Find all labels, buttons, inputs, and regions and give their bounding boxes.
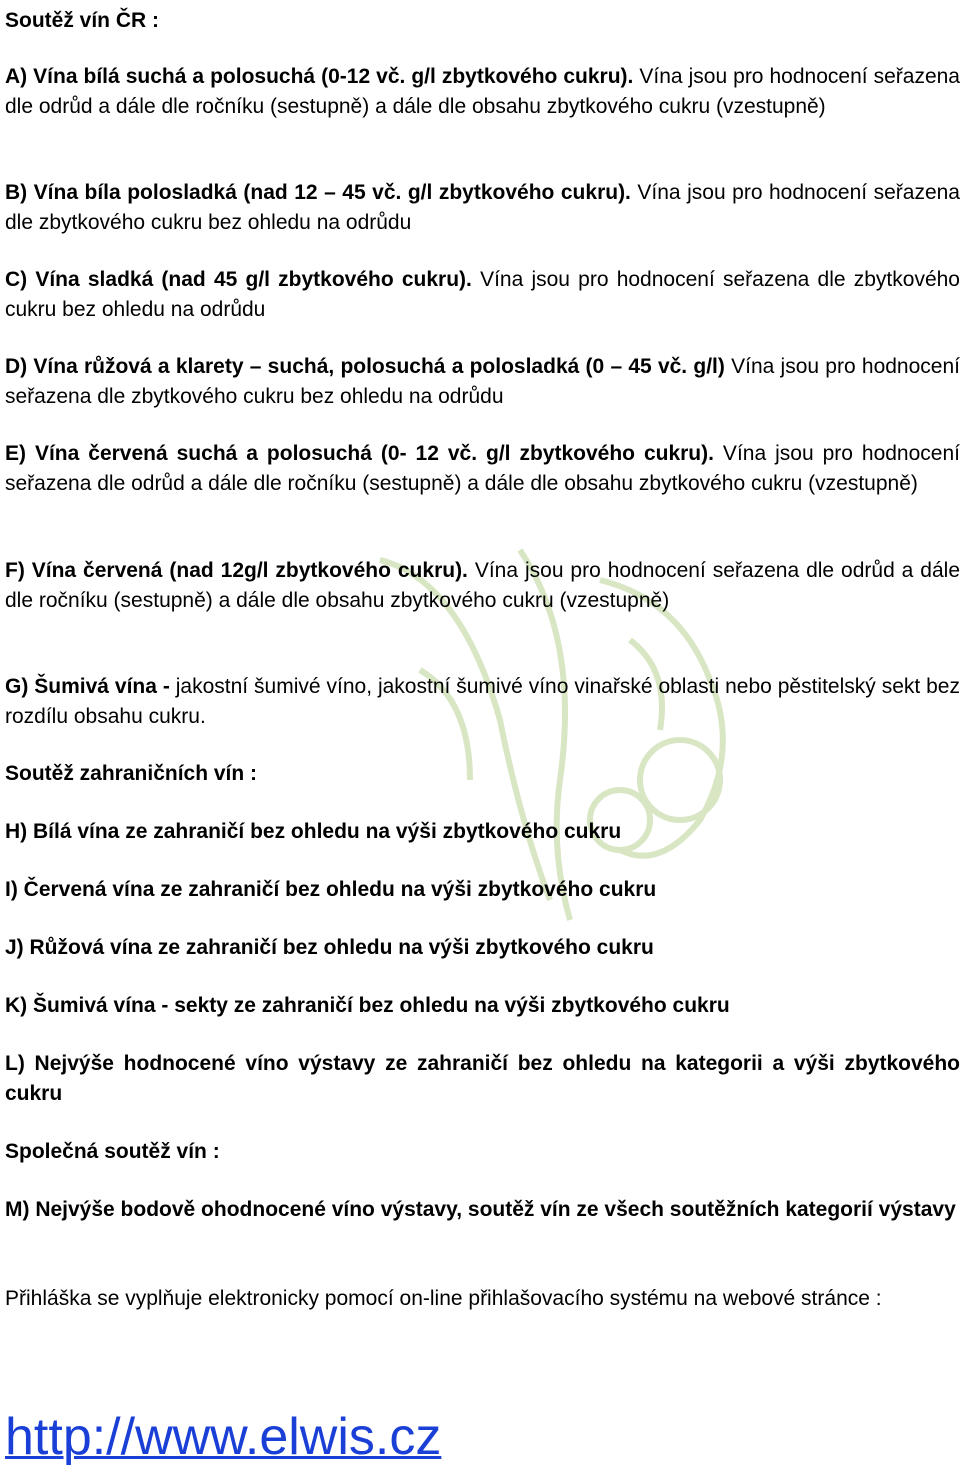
category-f-text: Vína jsou pro hodnocení seřazena dle odrůd a dále dle ročníku (sestupně) a dále dle obsahu zbytkového cukru (vzestupně) — [5, 559, 960, 612]
category-i: I) Červená vína ze zahraničí bez ohledu na výši zbytkového cukru — [5, 878, 657, 901]
section-title-foreign: Soutěž zahraničních vín : — [5, 762, 258, 785]
category-a-title: A) Vína bílá suchá a polosuchá (0-12 vč. g/l zbytkového cukru). — [5, 65, 634, 88]
category-d — [5, 352, 960, 412]
category-h: H) Bílá vína ze zahraničí bez ohledu na výši zbytkového cukru — [5, 820, 622, 843]
category-f — [5, 556, 960, 616]
category-e-text: Vína jsou pro hodnocení seřazena dle odrůd a dále dle ročníku (sestupně) a dále dle obsahu zbytkového cukru (vzestupně) — [5, 442, 960, 495]
category-d-title: D) Vína růžová a klarety – suchá, polosuchá a polosladká (0 – 45 vč. g/l) — [5, 355, 725, 378]
category-g-title: G) Šumivá vína - — [5, 675, 170, 698]
category-d-text: Vína jsou pro hodnocení seřazena dle zbytkového cukru bez ohledu na odrůdu — [5, 355, 960, 408]
category-c — [5, 265, 960, 325]
category-f-title: F) Vína červená (nad 12g/l zbytkového cukru). — [5, 559, 468, 582]
category-a — [5, 62, 960, 122]
category-j: J) Růžová vína ze zahraničí bez ohledu na výši zbytkového cukru — [5, 936, 654, 959]
category-c-text: Vína jsou pro hodnocení seřazena dle zbytkového cukru bez ohledu na odrůdu — [5, 268, 960, 321]
category-b — [5, 178, 960, 238]
website-link[interactable]: http://www.elwis.cz — [5, 1408, 442, 1466]
category-a-text: Vína jsou pro hodnocení seřazena dle odrůd a dále dle ročníku (sestupně) a dále dle obsahu zbytkového cukru (vzestupně) — [5, 65, 960, 118]
category-c-title: C) Vína sladká (nad 45 g/l zbytkového cukru). — [5, 268, 472, 291]
category-k: K) Šumivá vína - sekty ze zahraničí bez ohledu na výši zbytkového cukru — [5, 994, 730, 1017]
category-m: M) Nejvýše bodově ohodnocené víno výstavy, soutěž vín ze všech soutěžních kategorií výstavy — [5, 1198, 956, 1221]
category-e — [5, 439, 960, 499]
category-g — [5, 672, 960, 732]
section-title-common: Společná soutěž vín : — [5, 1140, 220, 1163]
category-b-text: Vína jsou pro hodnocení seřazena dle zbytkového cukru bez ohledu na odrůdu — [5, 181, 960, 234]
category-e-title: E) Vína červená suchá a polosuchá (0- 12 vč. g/l zbytkového cukru). — [5, 442, 714, 465]
footer-note: Přihláška se vyplňuje elektronicky pomocí on-line přihlašovacího systému na webové stránce : — [5, 1287, 882, 1310]
section-title-czech: Soutěž vín ČR : — [5, 9, 160, 32]
category-g-text: jakostní šumivé víno, jakostní šumivé víno vinařské oblasti nebo pěstitelský sekt bez rozdílu obsahu cukru. — [5, 675, 960, 728]
category-l: L) Nejvýše hodnocené víno výstavy ze zahraničí bez ohledu na kategorii a výši zbytkového cukru — [5, 1052, 960, 1105]
category-b-title: B) Vína bíla polosladká (nad 12 – 45 vč. g/l zbytkového cukru). — [5, 181, 631, 204]
